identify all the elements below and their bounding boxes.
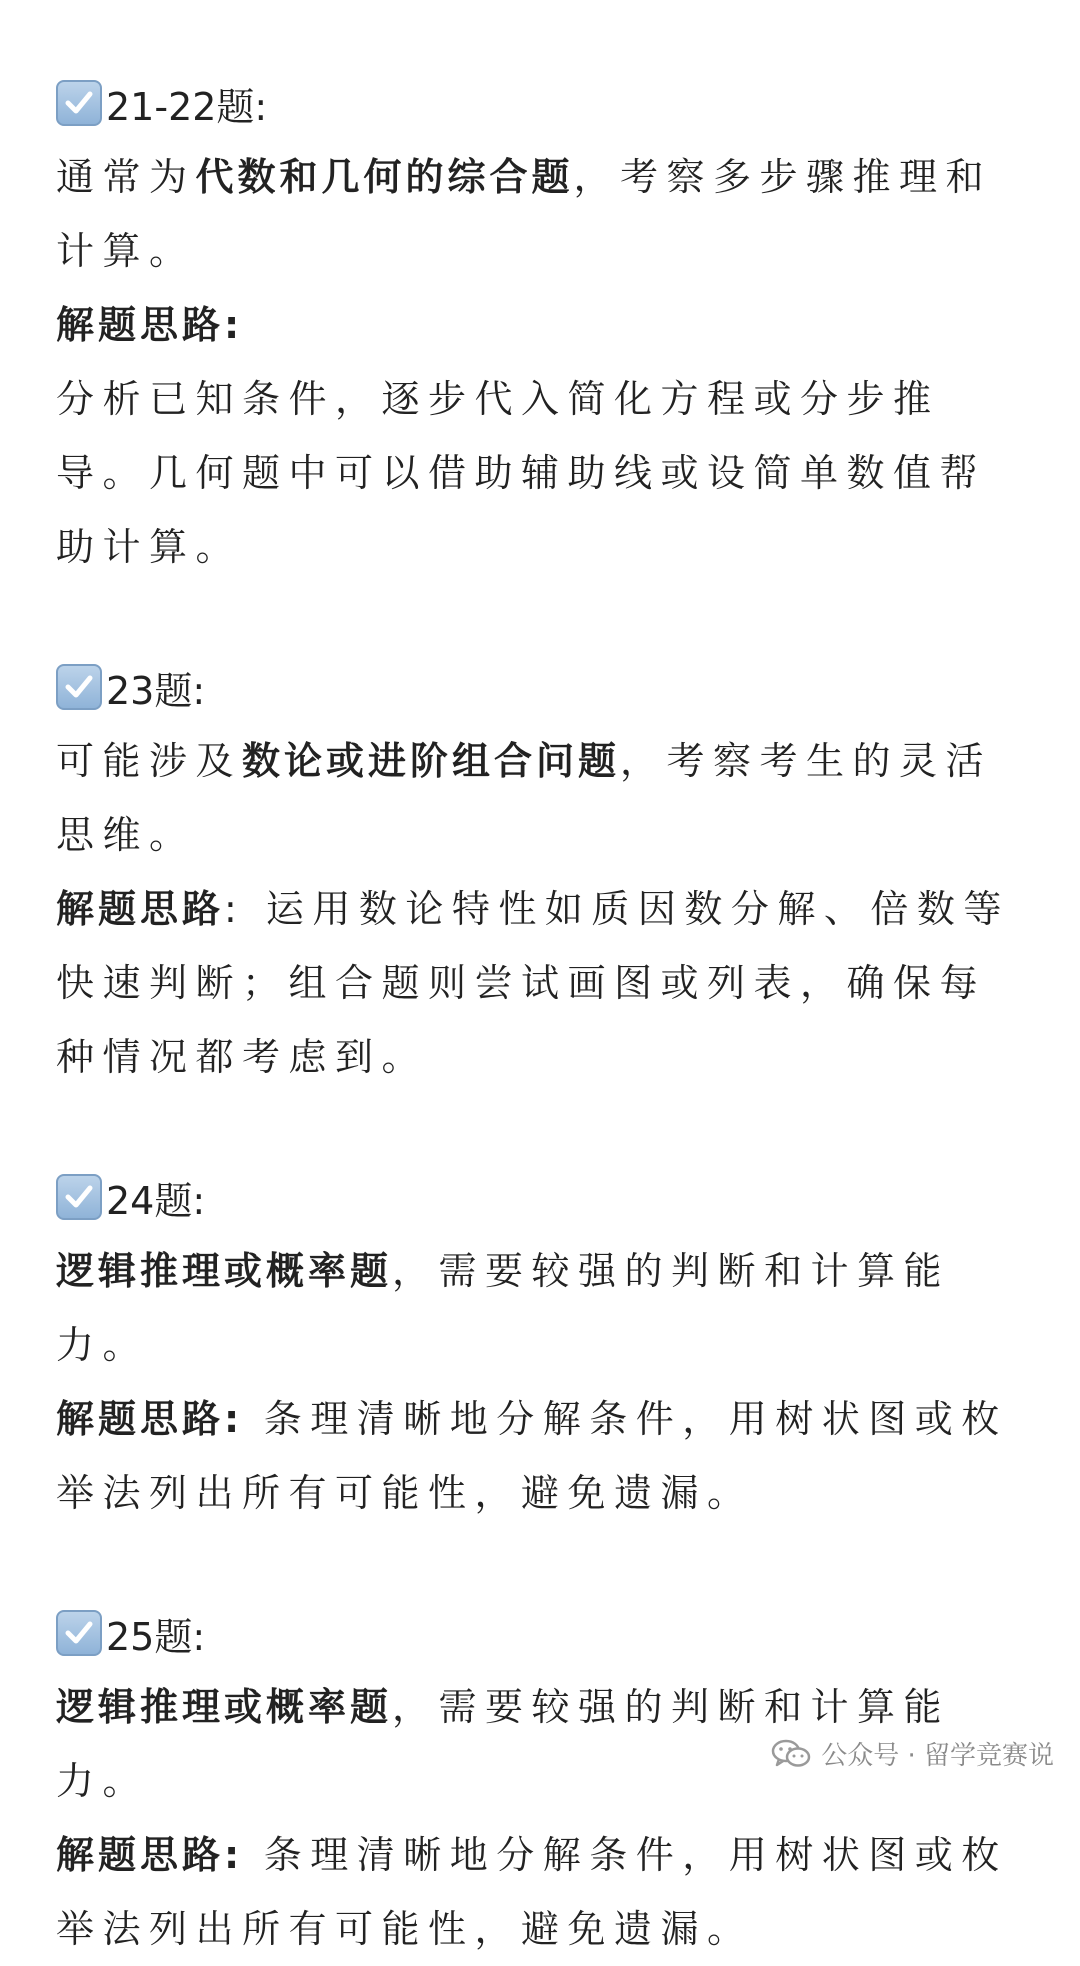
approach-text: : 运用数论特性如质因数分解、倍数等快速判断；组合题则尝试画图或列表，确保每种情况都考虑到。 xyxy=(56,887,1010,1079)
approach-label: 解题思路: xyxy=(56,1833,244,1877)
check-mark-icon xyxy=(56,1174,102,1220)
section-24 xyxy=(56,1160,1024,1530)
wechat-icon xyxy=(771,1739,811,1769)
section-heading-text: 25题: xyxy=(106,1614,206,1659)
description-prefix: 可能涉及 xyxy=(56,739,243,783)
check-mark-icon xyxy=(56,1610,102,1656)
section-description xyxy=(56,140,1024,288)
description-suffix: ，考察考生的灵活思维。 xyxy=(56,739,993,857)
description-suffix: ，需要较强的判断和计算能力。 xyxy=(56,1685,951,1803)
section-description xyxy=(56,724,1024,872)
section-21-22 xyxy=(56,66,1024,584)
watermark-text: 公众号 · 留学竞赛说 xyxy=(821,1741,1054,1771)
approach-text: 条理清晰地分解条件，用树状图或枚举法列出所有可能性，避免遗漏。 xyxy=(56,1833,1008,1951)
check-mark-icon xyxy=(56,664,102,710)
approach-label: 解题思路: xyxy=(56,303,244,347)
description-bold: 代数和几何的综合题 xyxy=(195,155,574,199)
description-prefix: 通常为 xyxy=(56,155,196,199)
description-suffix: ，考察多步骤推理和计算。 xyxy=(56,155,993,273)
approach-text: 分析已知条件，逐步代入简化方程或分步推导。几何题中可以借助辅助线或设简单数值帮助计算。 xyxy=(56,377,987,569)
section-heading xyxy=(56,1160,1024,1234)
watermark xyxy=(771,1735,1054,1772)
section-heading xyxy=(56,1596,1024,1670)
section-description xyxy=(56,1234,1024,1382)
description-bold: 逻辑推理或概率题 xyxy=(56,1685,393,1729)
section-heading xyxy=(56,66,1024,140)
description-bold: 数论或进阶组合问题 xyxy=(242,739,621,783)
approach-paragraph xyxy=(56,872,1024,1094)
section-23 xyxy=(56,650,1024,1094)
approach-label: 解题思路 xyxy=(56,887,225,931)
document-body xyxy=(56,66,1024,1966)
section-25 xyxy=(56,1596,1024,1966)
description-bold: 逻辑推理或概率题 xyxy=(56,1249,393,1293)
approach-paragraph xyxy=(56,1382,1024,1530)
approach-label: 解题思路: xyxy=(56,1397,244,1441)
section-heading-text: 23题: xyxy=(106,668,206,713)
section-heading-text: 24题: xyxy=(106,1178,206,1223)
section-heading xyxy=(56,650,1024,724)
approach-paragraph xyxy=(56,1818,1024,1966)
approach-label-line xyxy=(56,288,1024,362)
approach-text: 条理清晰地分解条件，用树状图或枚举法列出所有可能性，避免遗漏。 xyxy=(56,1397,1008,1515)
section-heading-text: 21-22题: xyxy=(106,84,268,129)
check-mark-icon xyxy=(56,80,102,126)
description-suffix: ，需要较强的判断和计算能力。 xyxy=(56,1249,951,1367)
